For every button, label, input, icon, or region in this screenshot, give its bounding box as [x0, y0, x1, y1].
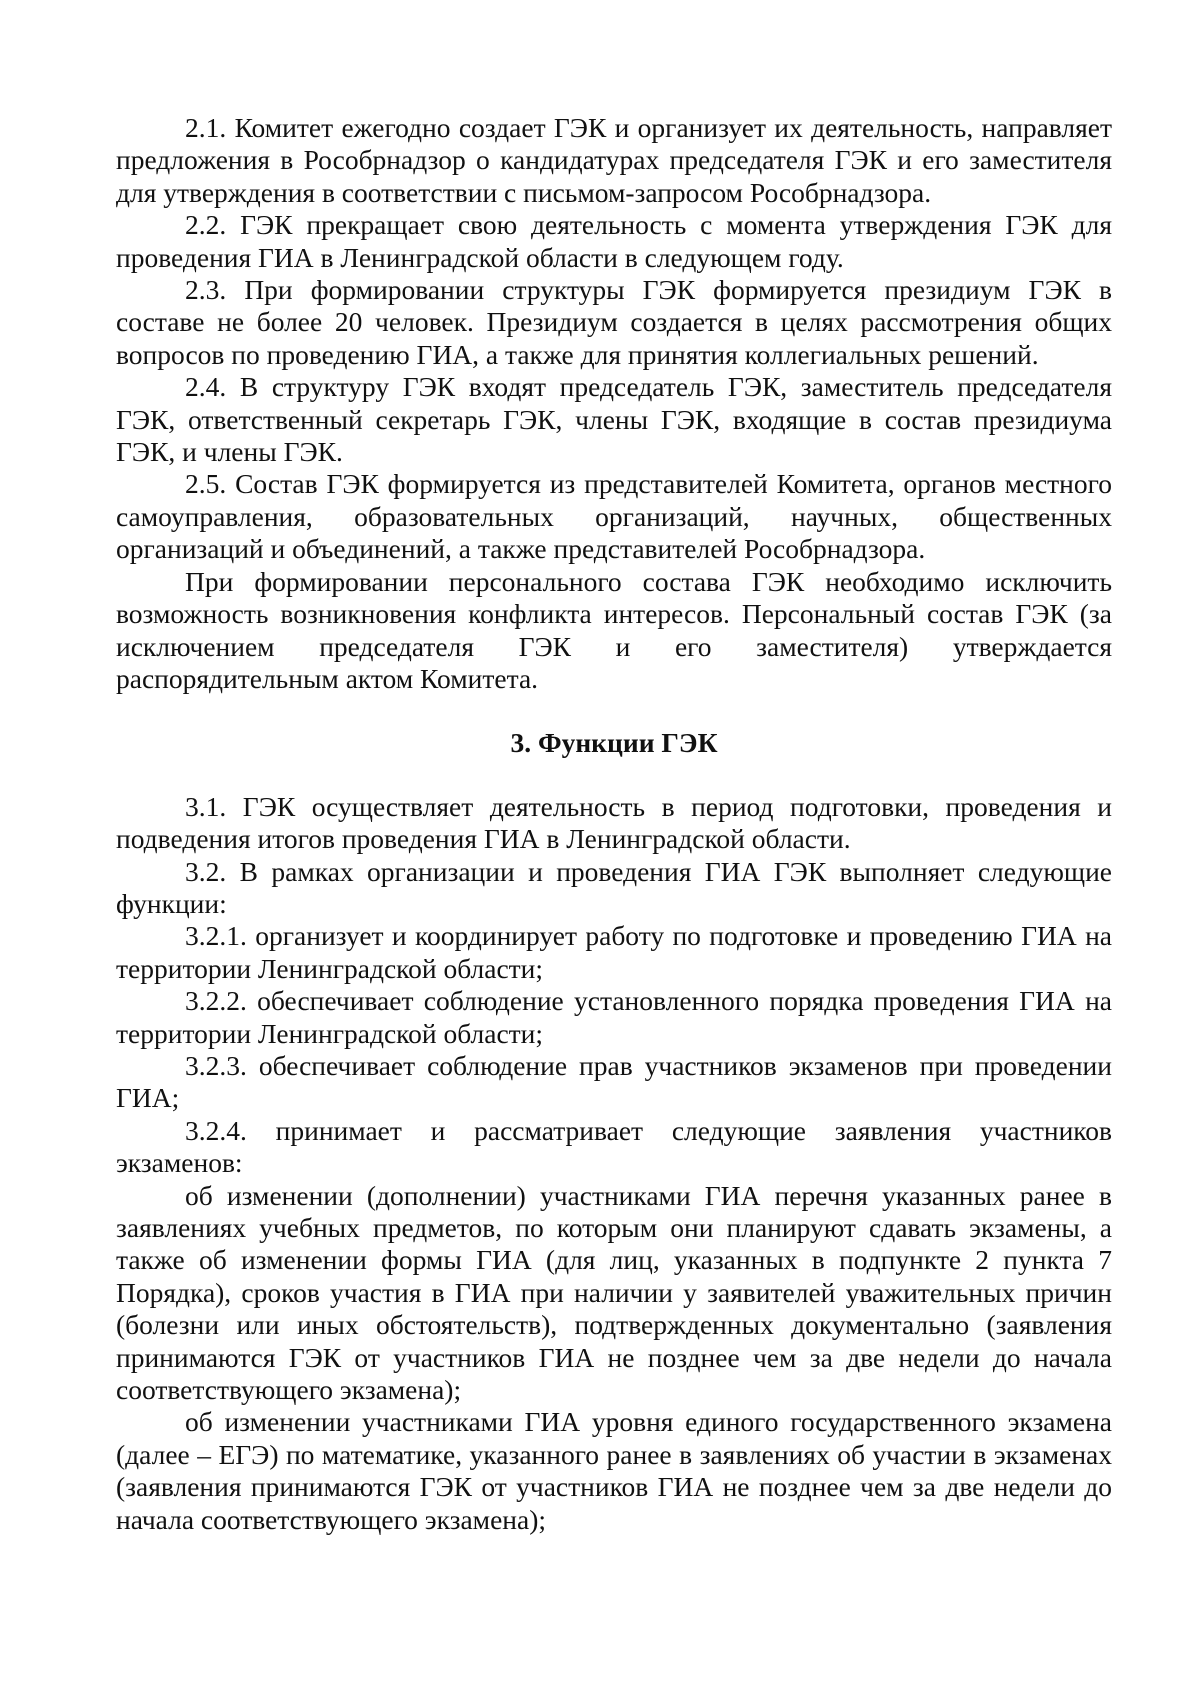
paragraph-subject-change: об изменении (дополнении) участниками ГИА перечня указанных ранее в заявлениях учебных предметов, по которым они планируют сдавать экзамены, а также об изменении формы ГИА (для лиц, указанных в подпункте 2 пункта 7 Порядка), сроков участия в ГИА при наличии у заявителей уважительных причин (болезни или иных обстоятельств), подтвержденных документально (заявления принимаются ГЭК от участников ГИА не позднее чем за две недели до начала соответствующего экзамена); [116, 1179, 1112, 1406]
paragraph-2-3: 2.3. При формировании структуры ГЭК формируется президиум ГЭК в составе не более 20 человек. Президиум создается в целях рассмотрения общих вопросов по проведению ГИА, а также для принятия коллегиальных решений. [116, 274, 1112, 370]
paragraph-3-2-2: 3.2.2. обеспечивает соблюдение установленного порядка проведения ГИА на территории Ленинградской области; [116, 985, 1112, 1049]
paragraph-3-2: 3.2. В рамках организации и проведения ГИА ГЭК выполняет следующие функции: [116, 855, 1112, 919]
document-body [116, 112, 1112, 1536]
paragraph-2-5-personnel: При формировании персонального состава ГЭК необходимо исключить возможность возникновения конфликта интересов. Персональный состав ГЭК (за исключением председателя ГЭК и его заместителя) утверждается распорядительным актом Комитета. [116, 565, 1112, 694]
paragraph-3-1: 3.1. ГЭК осуществляет деятельность в период подготовки, проведения и подведения итогов проведения ГИА в Ленинградской области. [116, 790, 1112, 855]
paragraph-3-2-1: 3.2.1. организует и координирует работу по подготовке и проведению ГИА на территории Ленинградской области; [116, 920, 1112, 984]
paragraph-3-2-4: 3.2.4. принимает и рассматривает следующие заявления участников экзаменов: [116, 1114, 1112, 1179]
paragraph-2-5: 2.5. Состав ГЭК формируется из представителей Комитета, органов местного самоуправления, образовательных организаций, научных, общественных организаций и объединений, а также представителей Рособрнадзора. [116, 468, 1112, 565]
paragraph-2-1: 2.1. Комитет ежегодно создает ГЭК и организует их деятельность, направляет предложения в Рособрнадзор о кандидатурах председателя ГЭК и его заместителя для утверждения в соответствии с письмом-запросом Рособрнадзора. [116, 112, 1112, 208]
section-3-heading: 3. Функции ГЭК [510, 727, 718, 759]
paragraph-3-2-3: 3.2.3. обеспечивает соблюдение прав участников экзаменов при проведении ГИА; [116, 1049, 1112, 1114]
paragraph-2-4: 2.4. В структуру ГЭК входят председатель ГЭК, заместитель председателя ГЭК, ответственный секретарь ГЭК, члены ГЭК, входящие в состав президиума ГЭК, и члены ГЭК. [116, 371, 1112, 468]
paragraph-math-level-change: об изменении участниками ГИА уровня единого государственного экзамена (далее – ЕГЭ) по математике, указанного ранее в заявлениях об участии в экзаменах (заявления принимаются ГЭК от участников ГИА не позднее чем за две недели до начала соответствующего экзамена); [116, 1406, 1112, 1535]
paragraph-2-2: 2.2. ГЭК прекращает свою деятельность с момента утверждения ГЭК для проведения ГИА в Ленинградской области в следующем году. [116, 209, 1112, 273]
